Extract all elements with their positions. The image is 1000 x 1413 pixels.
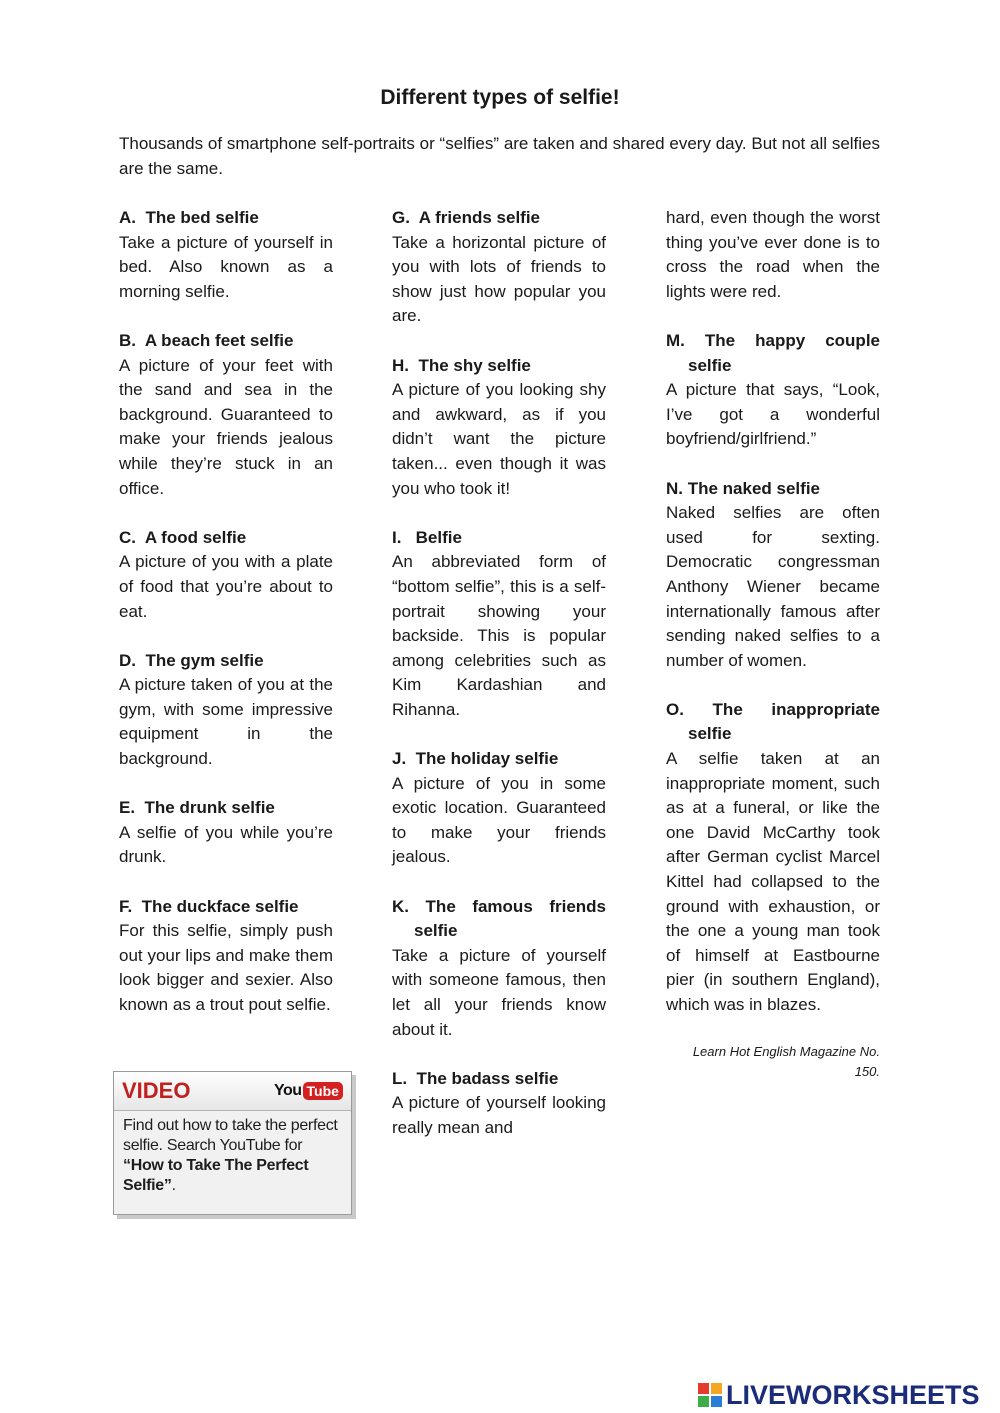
entry-title: K. The famous friends selfie: [392, 896, 606, 941]
entry-text: A picture of your feet with the sand and sea in the background. Guaranteed to make your friends jealous while they’re stuck in an office.: [119, 355, 333, 498]
entry-c: [119, 526, 333, 624]
entry-j: [392, 747, 606, 870]
entry-title: L. The badass selfie: [392, 1068, 559, 1088]
entry-o: [666, 698, 880, 1018]
entry-text: A picture that says, “Look, I’ve got a wonderful boyfriend/girlfriend.”: [666, 380, 880, 449]
liveworksheets-wordmark: LIVEWORKSHEETS: [726, 1379, 980, 1410]
liveworksheets-squares-icon: [698, 1383, 722, 1407]
entry-title: O. The inappropriate selfie: [666, 699, 880, 744]
logo-square: [711, 1396, 722, 1407]
entry-k: [392, 895, 606, 1043]
entry-l-continued: [666, 206, 880, 304]
entry-f: [119, 895, 333, 1018]
entry-title: C. A food selfie: [119, 527, 247, 547]
entry-i: [392, 526, 606, 723]
logo-square: [711, 1383, 722, 1394]
entry-title: D. The gym selfie: [119, 650, 264, 670]
entry-text: For this selfie, simply push out your lips and make them look bigger and sexier. Also known as a trout pout selfie.: [119, 921, 333, 1014]
entry-a: [119, 206, 333, 304]
entry-title: I. Belfie: [392, 527, 462, 547]
liveworksheets-logo: [698, 1380, 980, 1410]
entry-l: [392, 1067, 606, 1141]
video-label: VIDEO: [122, 1078, 191, 1103]
entry-n: [666, 477, 880, 674]
intro-paragraph: Thousands of smartphone self-portraits or “selfies” are taken and shared every day. But not all selfies are the same.: [119, 134, 880, 178]
entry-text: A picture of yourself looking really mean and: [392, 1093, 606, 1137]
youtube-logo-you: You: [274, 1082, 302, 1099]
column-1: [119, 206, 333, 1042]
logo-square: [698, 1383, 709, 1394]
video-callout-box: [113, 1071, 352, 1215]
entry-title: B. A beach feet selfie: [119, 330, 294, 350]
entry-text: Take a picture of yourself in bed. Also known as a morning selfie.: [119, 232, 333, 301]
entry-title: E. The drunk selfie: [119, 798, 275, 818]
entry-e: [119, 796, 333, 870]
entry-text: Naked selfies are often used for sexting. Democratic congressman Anthony Wiener became internationally famous after sending naked selfies to a number of women.: [666, 503, 880, 670]
entry-text: A picture of you with a plate of food that you’re about to eat.: [119, 552, 333, 621]
entry-g: [392, 206, 606, 329]
source-credit: Learn Hot English Magazine No. 150.: [692, 1044, 880, 1080]
entry-d: [119, 649, 333, 772]
entry-m: [666, 329, 880, 452]
entry-text: A picture of you in some exotic location. Guaranteed to make your friends jealous.: [392, 773, 606, 867]
entry-title: N. The naked selfie: [666, 478, 820, 498]
page-title: Different types of selfie!: [380, 86, 620, 109]
video-text-after: .: [171, 1177, 176, 1194]
youtube-logo-icon: [274, 1080, 343, 1102]
video-text-before: Find out how to take the perfect selfie. Search YouTube for: [123, 1117, 338, 1154]
entry-h: [392, 354, 606, 502]
video-search-term: “How to Take The Perfect Selfie”: [123, 1157, 309, 1194]
entry-title: H. The shy selfie: [392, 355, 531, 375]
entry-title: G. A friends selfie: [392, 208, 541, 227]
video-callout-header: [114, 1072, 351, 1111]
youtube-logo-tube: Tube: [303, 1082, 343, 1100]
entry-title: M. The happy couple selfie: [666, 330, 880, 375]
entry-text: A picture of you looking shy and awkward, as if you didn’t want the picture taken... even though it was you who took it!: [392, 380, 606, 498]
entry-title: F. The duckface selfie: [119, 896, 299, 916]
column-2: [392, 206, 606, 1165]
entry-title: J. The holiday selfie: [392, 749, 559, 769]
video-instructions: [123, 1116, 343, 1196]
entry-text: A selfie taken at an inappropriate moment, such as at a funeral, or like the one David McCarthy took after German cyclist Marcel Kittel had collapsed to the ground with exhaustion, or the one a young man took of himself at Eastbourne pier (in southern England), which was in blazes.: [666, 749, 880, 1014]
logo-square: [698, 1396, 709, 1407]
entry-text: Take a horizontal picture of you with lots of friends to show just how popular you are.: [392, 232, 606, 326]
entry-title: A. The bed selfie: [119, 208, 259, 227]
entry-text: An abbreviated form of “bottom selfie”, this is a self-portrait showing your backside. This is popular among celebrities such as Kim Kardashian and Rihanna.: [392, 552, 606, 719]
entry-text: Take a picture of yourself with someone famous, then let all your friends know about it.: [392, 945, 606, 1039]
column-3: [666, 206, 880, 1082]
entry-text: A picture taken of you at the gym, with some impressive equipment in the background.: [119, 675, 333, 769]
entry-text: hard, even though the worst thing you’ve ever done is to cross the road when the lights were red.: [666, 208, 880, 301]
entry-b: [119, 329, 333, 501]
entry-text: A selfie of you while you’re drunk.: [119, 822, 333, 867]
